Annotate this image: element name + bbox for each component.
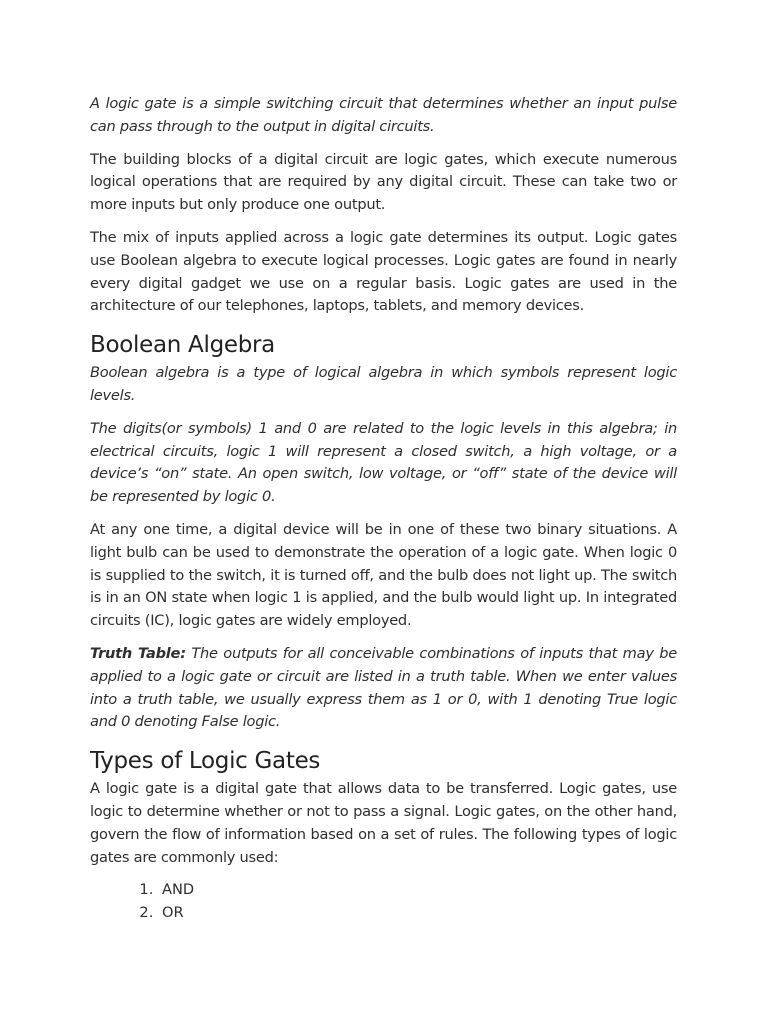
types-heading: Types of Logic Gates xyxy=(90,748,321,775)
truth-table-text: The outputs for all conceivable combinations of inputs that may be applied to a logic gate or circuit are listed in a truth table. When we enter values into a truth table, we usually express them as 1 or 0, with 1 denoting True logic and 0 denoting False logic. xyxy=(90,644,677,731)
intro-paragraph-3: The mix of inputs applied across a logic gate determines its output. Logic gates use Boolean algebra to execute logical processes. Logic gates are found in nearly every digital gadget we use on a regular basis. Logic gates are used in the architecture of our telephones, laptops, tablets, and memory devices. xyxy=(90,228,677,315)
list-item: 1. AND xyxy=(158,879,677,902)
truth-table-paragraph xyxy=(90,643,677,734)
boolean-paragraph-1: Boolean algebra is a type of logical algebra in which symbols represent logic levels. xyxy=(90,364,677,404)
truth-table-label: Truth Table: xyxy=(90,644,186,662)
intro-paragraph-2: The building blocks of a digital circuit are logic gates, which execute numerous logical operations that are required by any digital circuit. These can take two or more inputs but only produce one output. xyxy=(90,150,677,214)
list-item: 2. OR xyxy=(158,902,677,925)
boolean-paragraph-2: The digits(or symbols) 1 and 0 are related to the logic levels in this algebra; in electrical circuits, logic 1 will represent a closed switch, a high voltage, or a device’s “on” state. An open switch, low voltage, or “off” state of the device will be represented by logic 0. xyxy=(90,419,677,506)
logic-gate-list xyxy=(90,879,677,925)
intro-paragraph-1: A logic gate is a simple switching circuit that determines whether an input pulse can pass through to the output in digital circuits. xyxy=(90,95,677,135)
boolean-paragraph-3: At any one time, a digital device will be in one of these two binary situations. A light bulb can be used to demonstrate the operation of a logic gate. When logic 0 is supplied to the switch, it is turned off, and the bulb does not light up. The switch is in an ON state when logic 1 is applied, and the bulb would light up. In integrated circuits (IC), logic gates are widely employed. xyxy=(90,520,677,630)
boolean-algebra-heading: Boolean Algebra xyxy=(90,332,275,359)
types-paragraph: A logic gate is a digital gate that allows data to be transferred. Logic gates, use logic to determine whether or not to pass a signal. Logic gates, on the other hand, govern the flow of information based on a set of rules. The following types of logic gates are commonly used: xyxy=(90,780,677,866)
document-page xyxy=(90,93,677,925)
